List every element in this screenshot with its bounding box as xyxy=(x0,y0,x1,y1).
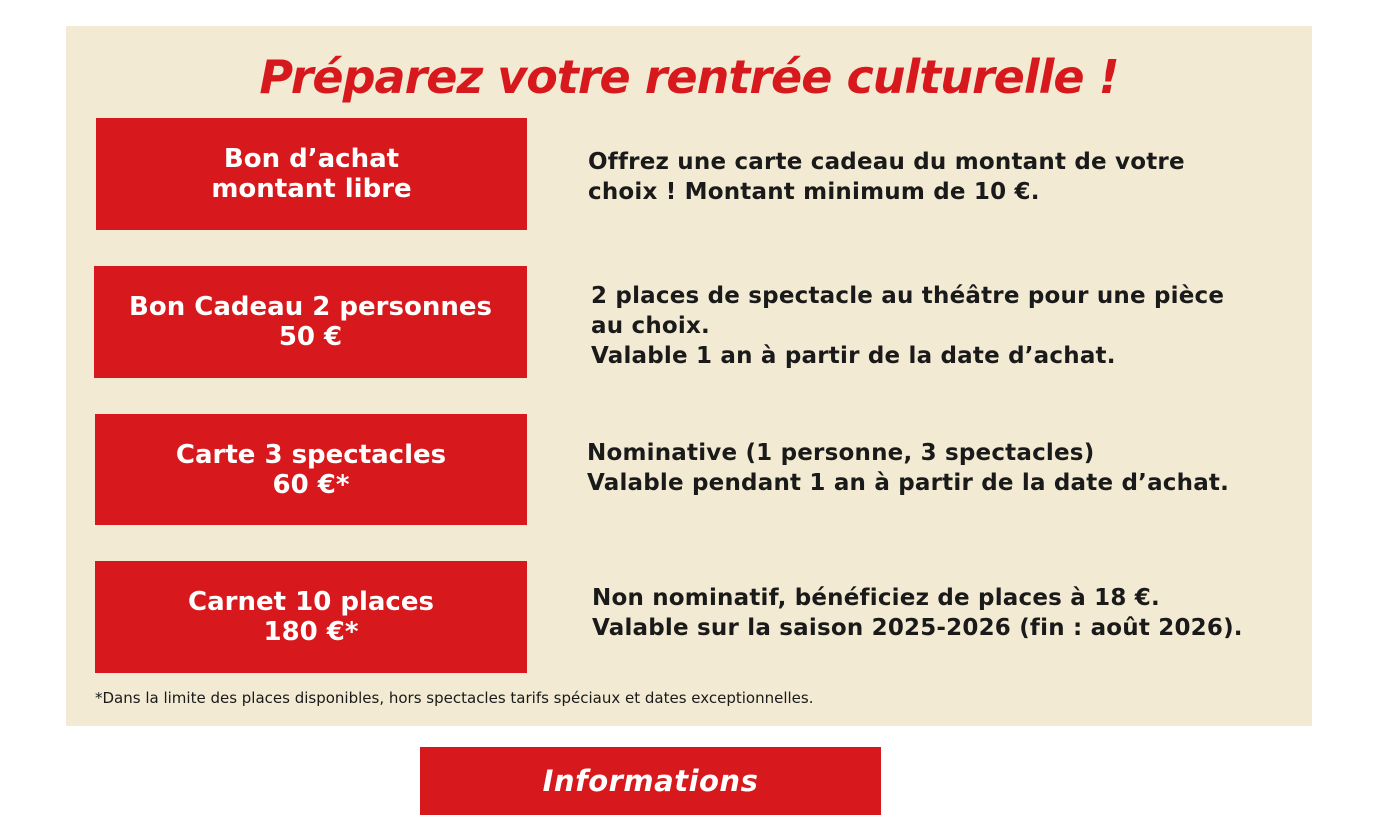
offer-price: 180 €* xyxy=(263,617,359,647)
offer-box-bon-achat[interactable] xyxy=(96,118,527,230)
offer-description-line: 2 places de spectacle au théâtre pour une pièce xyxy=(591,283,1225,309)
offer-box-carnet-10-places[interactable] xyxy=(95,561,527,673)
offer-description-carnet-10-places xyxy=(592,583,1243,643)
offer-price: 60 €* xyxy=(272,469,350,500)
offer-description-carte-3-spectacles xyxy=(587,438,1229,498)
offer-price: montant libre xyxy=(211,174,412,204)
offer-title: Carte 3 spectacles xyxy=(175,439,447,470)
offers-panel xyxy=(66,26,1312,726)
page-title: Préparez votre rentrée culturelle ! xyxy=(259,50,1119,104)
offer-description-line: au choix. xyxy=(591,313,710,339)
offer-description-line: Valable pendant 1 an à partir de la date d’achat. xyxy=(587,470,1230,496)
offer-description-line: Valable sur la saison 2025-2026 (fin : août 2026). xyxy=(592,615,1243,641)
offer-title: Carnet 10 places xyxy=(188,587,434,617)
offer-description-line: Non nominatif, bénéficiez de places à 18 €. xyxy=(592,585,1160,611)
informations-button[interactable]: Informations xyxy=(420,747,881,815)
offer-description-line: Valable 1 an à partir de la date d’achat. xyxy=(591,343,1116,369)
offer-description-line: Offrez une carte cadeau du montant de votre xyxy=(588,149,1185,175)
offer-price: 50 € xyxy=(278,322,343,352)
offer-description-line: Nominative (1 personne, 3 spectacles) xyxy=(587,440,1095,466)
offer-title: Bon Cadeau 2 personnes xyxy=(129,292,492,322)
offer-title: Bon d’achat xyxy=(223,144,400,174)
offer-description-bon-achat xyxy=(588,147,1185,207)
footnote: *Dans la limite des places disponibles, hors spectacles tarifs spéciaux et dates exceptionnelles. xyxy=(95,689,814,707)
offer-description-bon-cadeau xyxy=(591,281,1224,371)
offer-box-bon-cadeau[interactable] xyxy=(94,266,527,378)
offer-description-line: choix ! Montant minimum de 10 €. xyxy=(588,179,1040,205)
offer-box-carte-3-spectacles[interactable] xyxy=(95,414,527,525)
